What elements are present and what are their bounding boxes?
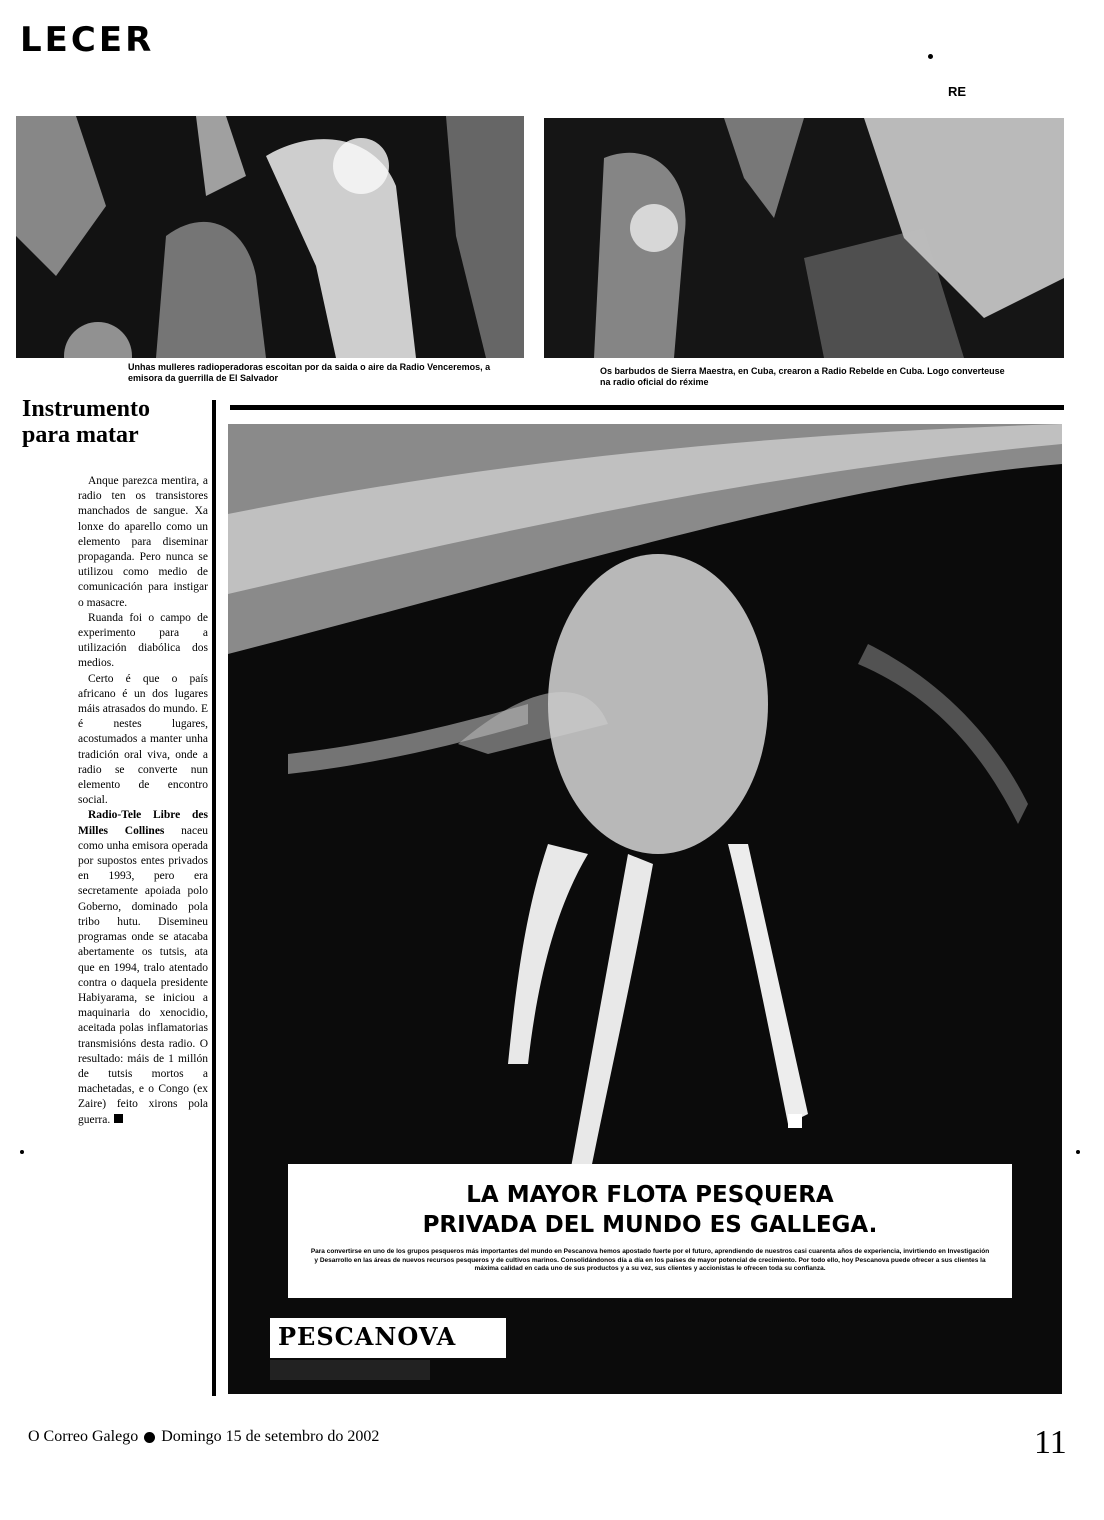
ad-body-text: Para convertirse en uno de los grupos pesqueros más importantes del mundo en Pescanova hemos apostado fuerte por el futuro, aprendiendo de nuestros casi cuarenta años de experiencia, invirtiendo en Investigación y Desarrollo en las áreas de nuevos recursos pesqueros y de cultivos marinos. Consolidándonos día a día en los países de mayor potencial de crecimiento. Por todo ello, hoy Pescanova puede ofrecer a sus clientes la máxima calidad en cada uno de sus productos y a su vez, sus clientes y accionistas le ofrecen toda su confianza. [310, 1248, 990, 1272]
article-final-text: naceu como unha emisora operada por supostos entes privados en 1993, pero era secretamente apoiada polo Goberno, dominado pola tribo hutu. Disemineu programas onde se atacaba abertamente os tutsis, ata que en 1994, tralo atentado contra o daquela presidente Habiyarama, se iniciou a maquinaria do xenocidio, aceitada polas inflamatorias transmisións desta radio. O resultado: máis de 1 millón de tutsis mortos a machetadas, e o Congo (ex Zaire) feito xirons pola guerra. [78, 824, 208, 1126]
ink-speck [1076, 1150, 1080, 1154]
ink-speck [20, 1150, 24, 1154]
article-lead: Radio-Tele Libre des Milles Collines [78, 809, 208, 837]
ad-top-rule [230, 405, 1064, 410]
page-footer [28, 1428, 379, 1446]
corner-mark: RE [948, 84, 967, 99]
article-body [78, 474, 208, 1128]
photo-radio-venceremos [16, 116, 524, 358]
publication-date: Domingo 15 de setembro do 2002 [161, 1428, 380, 1445]
ad-title-line-2: PRIVADA DEL MUNDO ES GALLEGA. [422, 1212, 878, 1238]
section-title: LECER [20, 20, 155, 60]
end-mark-icon [114, 1114, 123, 1123]
page-number: 11 [1034, 1424, 1067, 1461]
caption-right: Os barbudos de Sierra Maestra, en Cuba, crearon a Radio Rebelde en Cuba. Logo converteuse na radio oficial do réxime [600, 366, 1005, 387]
ad-text-box [288, 1164, 1012, 1298]
column-rule [212, 400, 216, 1396]
article-headline [22, 396, 212, 448]
article-paragraph: Ruanda foi o campo de experimento para a utilización diabólica dos medios. [78, 611, 208, 670]
ad-title-line-1: LA MAYOR FLOTA PESQUERA [466, 1182, 834, 1208]
ink-speck [928, 54, 933, 59]
logo-underbar [270, 1360, 430, 1380]
headline-line-1: Instrumento [22, 396, 151, 422]
article-paragraph-final [78, 808, 208, 1127]
pescanova-logo [270, 1318, 506, 1358]
article-paragraph: Certo é que o país africano é un dos lugares máis atrasados do mundo. E é nestes lugares, acostumados a manter unha tradición oral viva, onde a radio se converte nun elemento de encontro social. [78, 672, 208, 807]
caption-left: Unhas mulleres radioperadoras escoitan por da saida o aire da Radio Venceremos, a emisora da guerrilla de El Salvador [128, 362, 491, 383]
logo-text: PESCANOVA [278, 1322, 457, 1351]
publication-name: O Correo Galego [28, 1428, 139, 1445]
ad-title [288, 1180, 1012, 1240]
article-paragraph: Anque parezca mentira, a radio ten os transistores manchados de sangue. Xa lonxe do aparello como un elemento para diseminar propaganda. Pero nunca se utilizou como medio de comunicación para instigar o masacre. [78, 475, 208, 609]
headline-line-2: para matar [22, 422, 139, 448]
bullet-icon [144, 1432, 155, 1443]
photo-radio-rebelde [544, 118, 1064, 358]
